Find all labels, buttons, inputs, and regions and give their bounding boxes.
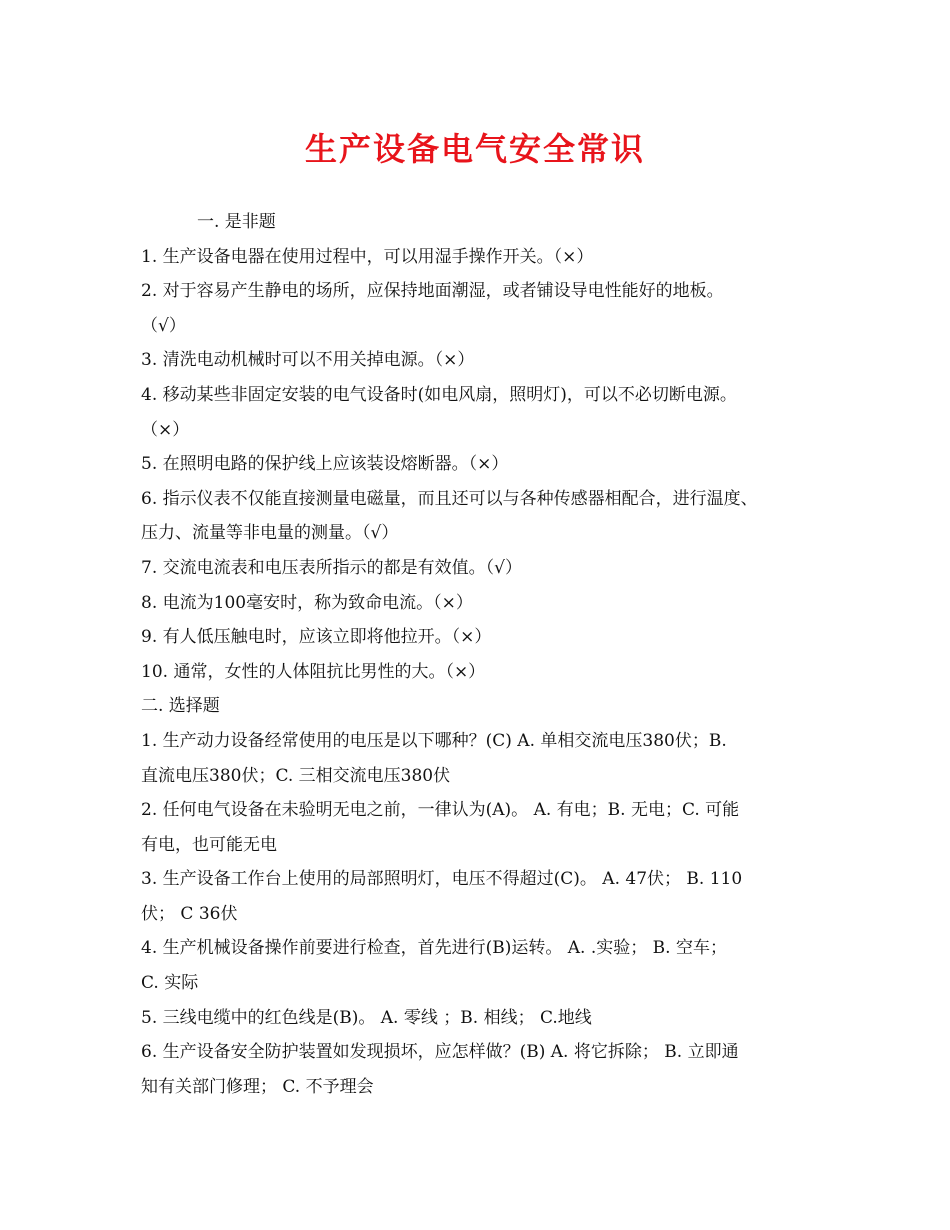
- text-line: 10. 通常，女性的人体阻抗比男性的大。（×）: [141, 661, 486, 682]
- text-line: 8. 电流为100毫安时，称为致命电流。（×）: [141, 592, 473, 613]
- text-line: 7. 交流电流表和电压表所指示的都是有效值。（√）: [141, 557, 522, 578]
- text-line: 5. 在照明电路的保护线上应该装设熔断器。（×）: [141, 454, 509, 475]
- text-line: 有电，也可能无电: [141, 834, 277, 855]
- text-line: 6. 生产设备安全防护装置如发现损坏，应怎样做？(B) A. 将它拆除； B. 立即通: [141, 1042, 739, 1063]
- text-line: 9. 有人低压触电时，应该立即将他拉开。（×）: [141, 627, 492, 648]
- text-line: 3. 清洗电动机械时可以不用关掉电源。（×）: [141, 350, 475, 371]
- text-line: C. 实际: [141, 973, 199, 994]
- text-line: 直流电压380伏；C. 三相交流电压380伏: [141, 765, 451, 786]
- text-line: 2. 对于容易产生静电的场所，应保持地面潮湿，或者铺设导电性能好的地板。: [141, 281, 724, 302]
- text-line: 1. 生产设备电器在使用过程中，可以用湿手操作开关。（×）: [141, 246, 594, 267]
- section-heading-true-false: 一. 是非题: [197, 212, 276, 232]
- text-line: 4. 移动某些非固定安装的电气设备时(如电风扇，照明灯)，可以不必切断电源。: [141, 384, 737, 405]
- document-body: [141, 205, 831, 1104]
- text-line: （×）: [141, 419, 190, 440]
- text-line: 伏； C 36伏: [141, 903, 238, 924]
- text-line: （√）: [141, 315, 186, 336]
- document-title: 生产设备电气安全常识: [304, 130, 645, 168]
- text-line: 4. 生产机械设备操作前要进行检查，首先进行(B)运转。 A. .实验； B. 空车；: [141, 938, 727, 959]
- text-line: 3. 生产设备工作台上使用的局部照明灯，电压不得超过(C)。 A. 47伏； B. 110: [141, 869, 743, 890]
- section-heading-multiple-choice: 二. 选择题: [141, 696, 220, 717]
- text-line: 1. 生产动力设备经常使用的电压是以下哪种？(C) A. 单相交流电压380伏；B.: [141, 730, 727, 751]
- text-line: 5. 三线电缆中的红色线是(B)。 A. 零线 ；B. 相线； C.地线: [141, 1007, 592, 1028]
- text-line: 2. 任何电气设备在未验明无电之前，一律认为(A)。 A. 有电；B. 无电；C. 可能: [141, 800, 740, 821]
- text-line: 6. 指示仪表不仅能直接测量电磁量，而且还可以与各种传感器相配合，进行温度、: [141, 488, 758, 509]
- text-line: 知有关部门修理； C. 不予理会: [141, 1076, 374, 1097]
- text-line: 压力、流量等非电量的测量。（√）: [141, 523, 399, 544]
